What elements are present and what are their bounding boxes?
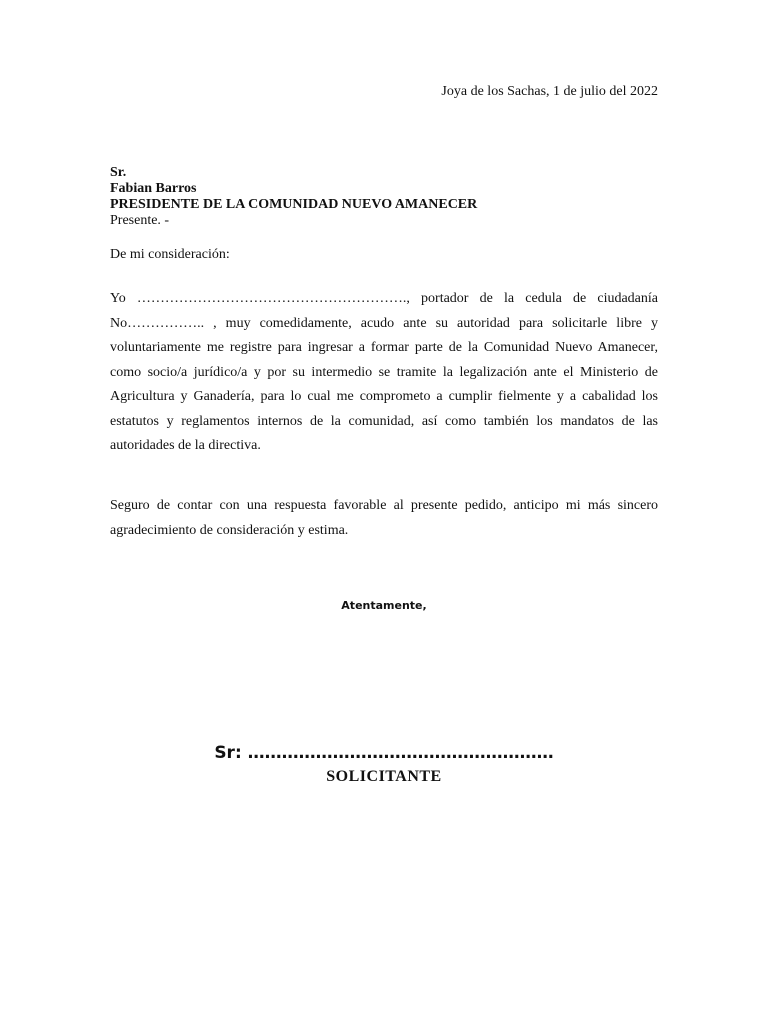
signature-line: Sr: ……………………………………………… bbox=[214, 743, 554, 763]
body-paragraph-2: Seguro de contar con una respuesta favorable al presente pedido, anticipo mi más sincero agradecimiento de consideración y estima. bbox=[110, 498, 658, 538]
closing: Atentamente, bbox=[341, 599, 427, 612]
signature-role: SOLICITANTE bbox=[326, 768, 442, 785]
recipient-title: PRESIDENTE DE LA COMUNIDAD NUEVO AMANECER bbox=[110, 197, 478, 212]
recipient-salutation: Sr. bbox=[110, 165, 127, 180]
body-paragraph-1: Yo …………………………………………………., portador de la cedula de ciudadanía No…………….. , muy comedidamente, acudo ante su autoridad para solicitarle libre y voluntariamente me registre para ingresar a formar parte de la Comunidad Nuevo Amanecer, como socio/a jurídico/a y por su intermedio se tramite la legalización ante el Ministerio de Agricultura y Ganadería, para lo cual me comprometo a cumplir fielmente y a cabalidad los estatutos y reglamentos internos de la comunidad, así como también los mandatos de las autoridades de la directiva. bbox=[110, 291, 658, 453]
recipient-block bbox=[110, 165, 477, 229]
recipient-presente: Presente. - bbox=[110, 213, 170, 228]
greeting: De mi consideración: bbox=[110, 247, 230, 262]
recipient-name: Fabian Barros bbox=[110, 181, 197, 196]
date-line: Joya de los Sachas, 1 de julio del 2022 bbox=[441, 84, 658, 99]
